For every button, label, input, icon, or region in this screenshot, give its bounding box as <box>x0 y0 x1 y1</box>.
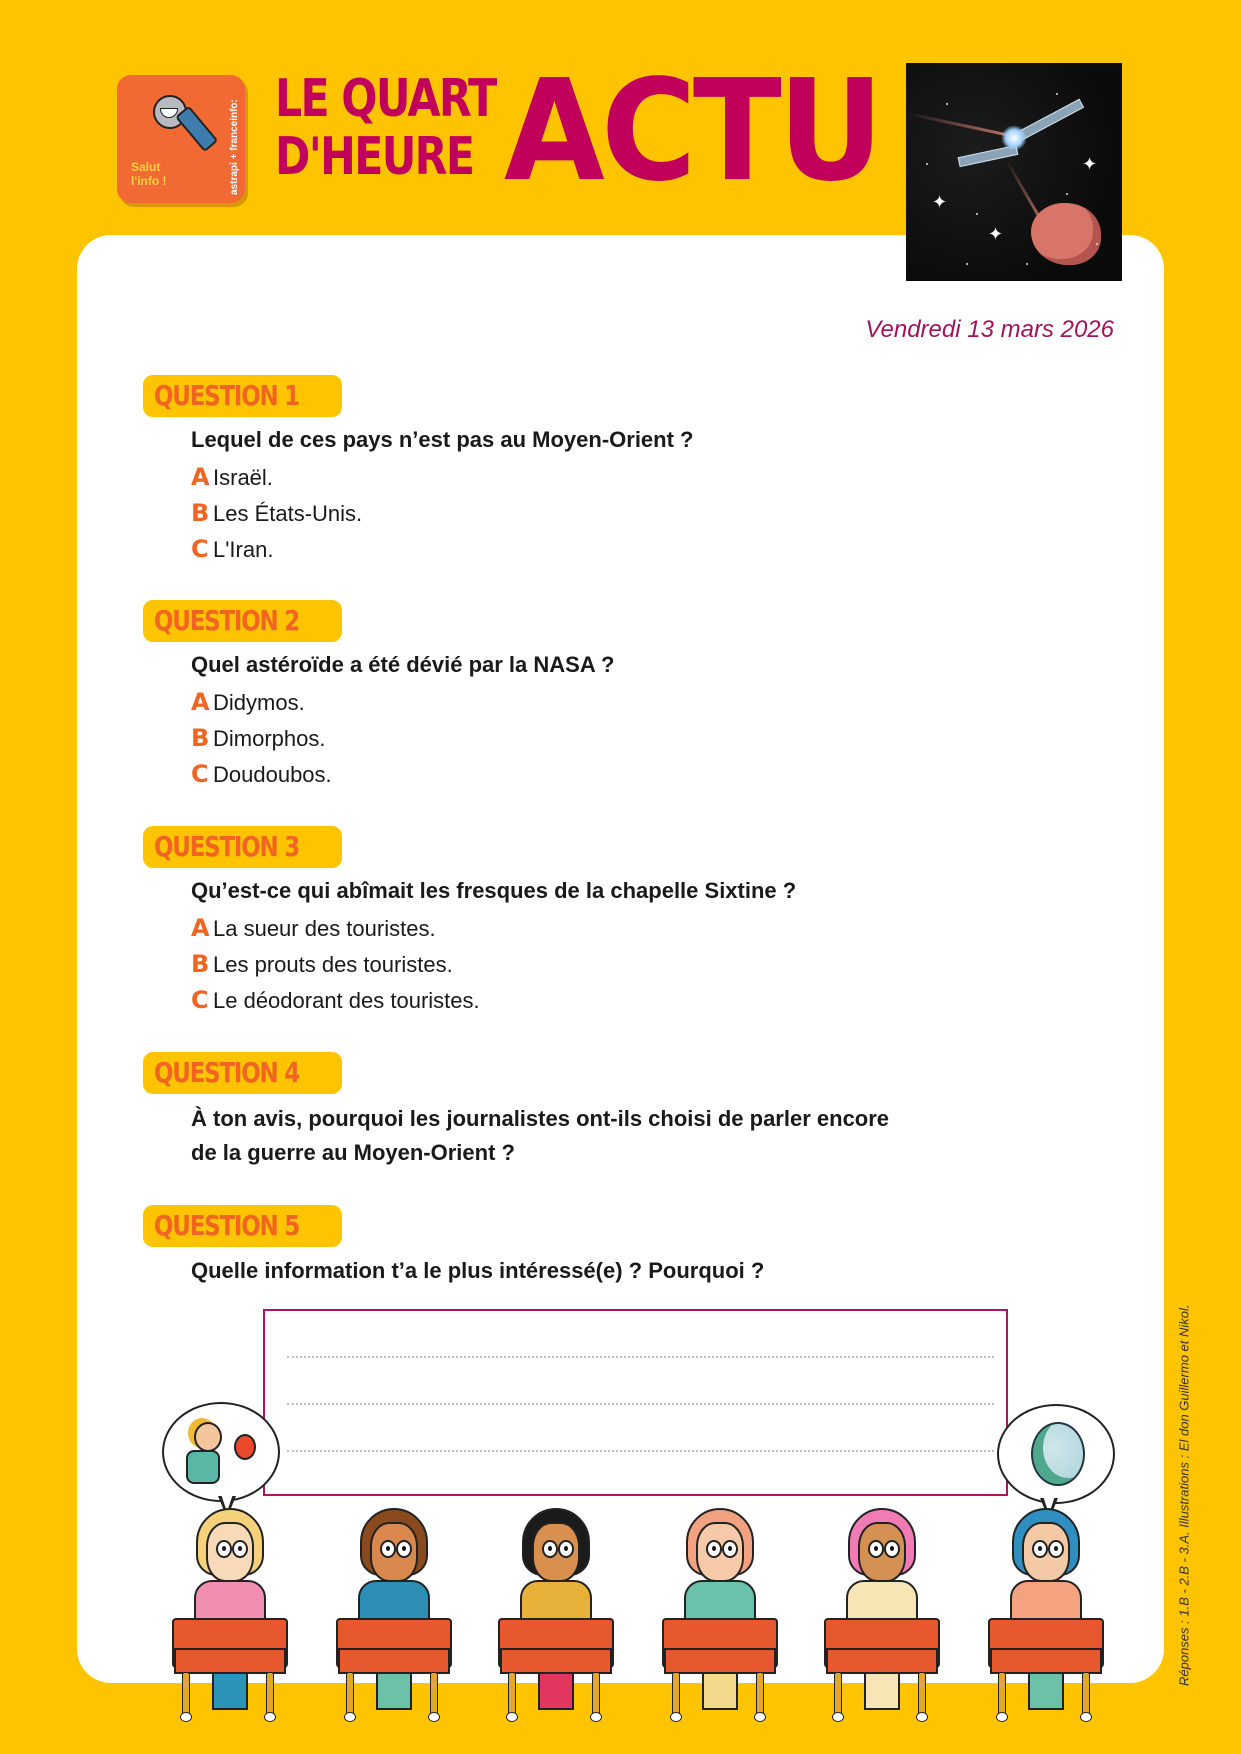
sparkle-icon: ✦ <box>932 192 948 212</box>
answer-letter: B <box>191 950 210 978</box>
title-quart-d-heure: LE QUART D'HEURE <box>275 69 496 187</box>
question-3-answer-a: A La sueur des touristes. <box>191 914 436 942</box>
question-2-text: Quel astéroïde a été dévié par la NASA ? <box>191 652 615 677</box>
logo-tagline: Salut l'info ! <box>131 160 167 188</box>
question-1-answer-a: A Israël. <box>191 463 273 491</box>
writing-line-2[interactable] <box>287 1403 994 1405</box>
answer-letter: A <box>191 463 210 491</box>
question-2-badge: QUESTION 2 <box>143 600 342 642</box>
student-reading <box>168 1508 288 1720</box>
reporter-speech-bubble <box>162 1402 280 1502</box>
question-2-answer-c: C Doudoubos. <box>191 760 332 788</box>
reporter-microphone-icon <box>234 1434 256 1460</box>
question-5-text: Quelle information t’a le plus intéressé(e) ? Pourquoi ? <box>191 1258 765 1283</box>
answer-writing-box[interactable] <box>263 1309 1008 1496</box>
question-1-text: Lequel de ces pays n’est pas au Moyen-Orient ? <box>191 427 694 452</box>
sparkle-icon: ✦ <box>1082 154 1098 174</box>
spacecraft-asteroid-illustration <box>906 63 1122 281</box>
question-4-text-line1: À ton avis, pourquoi les journalistes ont-ils choisi de parler encore <box>191 1106 890 1131</box>
question-1-answer-c: C L'Iran. <box>191 535 274 563</box>
student-hands-behind-head <box>332 1508 452 1720</box>
writing-line-3[interactable] <box>287 1450 994 1452</box>
question-2-answer-a: A Didymos. <box>191 688 305 716</box>
student-raising-hand <box>658 1508 778 1720</box>
question-1-badge: QUESTION 1 <box>143 375 342 417</box>
globe-speech-bubble <box>997 1404 1115 1504</box>
answer-letter: C <box>191 986 209 1014</box>
question-5-badge: QUESTION 5 <box>143 1205 342 1247</box>
question-3-answer-b: B Les prouts des touristes. <box>191 950 453 978</box>
impact-flash <box>1001 125 1027 151</box>
question-4-text-line2: de la guerre au Moyen-Orient ? <box>191 1140 515 1165</box>
reporter-body <box>186 1450 220 1484</box>
reporter-head <box>194 1422 222 1452</box>
title-actu: ACTU <box>504 50 880 213</box>
answer-letter: A <box>191 914 210 942</box>
question-3-text: Qu’est-ce qui abîmait les fresques de la chapelle Sixtine ? <box>191 878 797 903</box>
answer-letter: C <box>191 535 209 563</box>
answers-and-credits: Réponses : 1.B - 2.B - 3.A. Illustrations : El don Guillermo et Nikol. <box>1176 1304 1192 1686</box>
question-3-badge: QUESTION 3 <box>143 826 342 868</box>
sparkle-icon: ✦ <box>988 224 1004 244</box>
answer-letter: B <box>191 724 210 752</box>
microphone-handle <box>175 105 218 152</box>
question-4-badge: QUESTION 4 <box>143 1052 342 1094</box>
question-3-answer-c: C Le déodorant des touristes. <box>191 986 480 1014</box>
salut-l-info-logo <box>117 75 245 203</box>
asteroid-icon <box>1031 203 1101 265</box>
student-pink-hair <box>820 1508 940 1720</box>
writing-line-1[interactable] <box>287 1356 994 1358</box>
logo-partners: astrapi + franceinfo: <box>229 99 240 195</box>
answer-letter: B <box>191 499 210 527</box>
student-thinking <box>494 1508 614 1720</box>
question-1-answer-b: B Les États-Unis. <box>191 499 363 527</box>
answer-letter: C <box>191 760 209 788</box>
student-with-pencil <box>984 1508 1104 1720</box>
question-2-answer-b: B Dimorphos. <box>191 724 326 752</box>
date: Vendredi 13 mars 2026 <box>865 316 1114 343</box>
globe-icon <box>1031 1422 1085 1486</box>
laser-beam <box>907 112 1010 137</box>
answer-letter: A <box>191 688 210 716</box>
